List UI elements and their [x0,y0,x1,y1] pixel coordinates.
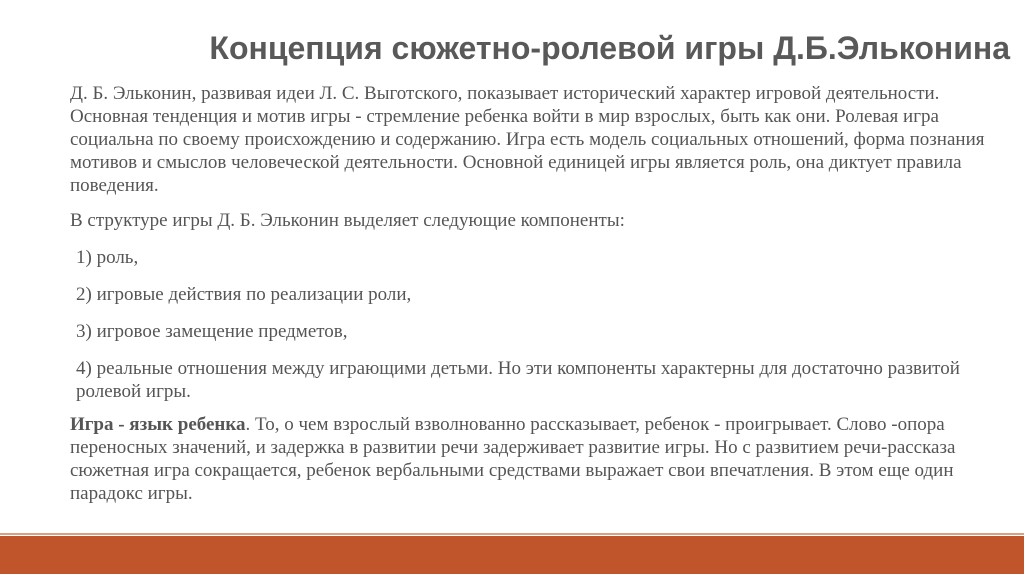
intro-paragraph: Д. Б. Эльконин, развивая идеи Л. С. Выготского, показывает исторический характер игровой деятельности. Основная тенденция и мотив игры - стремление ребенка войти в мир взрослых, быть как они. Ролевая игра социальна по своему происхождению и содержанию. Игра есть модель социальных отношений, форма познания мотивов и смыслов человеческой деятельности. Основной единицей игры является роль, она диктует правила поведения. [70,83,985,196]
language-paragraph-heading: Игра - язык ребенка [70,414,246,435]
component-item: 4) реальные отношения между играющими детьми. Но эти компоненты характерны для достаточно развитой ролевой игры. [76,358,960,402]
footer-divider [0,533,1024,535]
slide-body [70,82,990,517]
component-item: 2) игровые действия по реализации роли, [76,284,412,305]
structure-paragraph: В структуре игры Д. Б. Эльконин выделяет следующие компоненты: [70,210,625,231]
component-item: 3) игровое замещение предметов, [76,321,348,342]
footer-bar [0,536,1024,574]
slide-title: Концепция сюжетно-ролевой игры Д.Б.Эльконина [209,30,1010,66]
language-paragraph-text: . То, о чем взрослый взволнованно рассказывает, ребенок - проигрывает. Слово -опора переносных значений, и задержка в развитии речи задерживает развитие игры. Но с развитием речи-рассказа сюжетная игра сокращается, ребенок вербальными средствами выражает свои впечатления. В этом еще один парадокс игры. [70,414,956,504]
component-item: 1) роль, [76,247,139,268]
language-paragraph [70,413,990,505]
